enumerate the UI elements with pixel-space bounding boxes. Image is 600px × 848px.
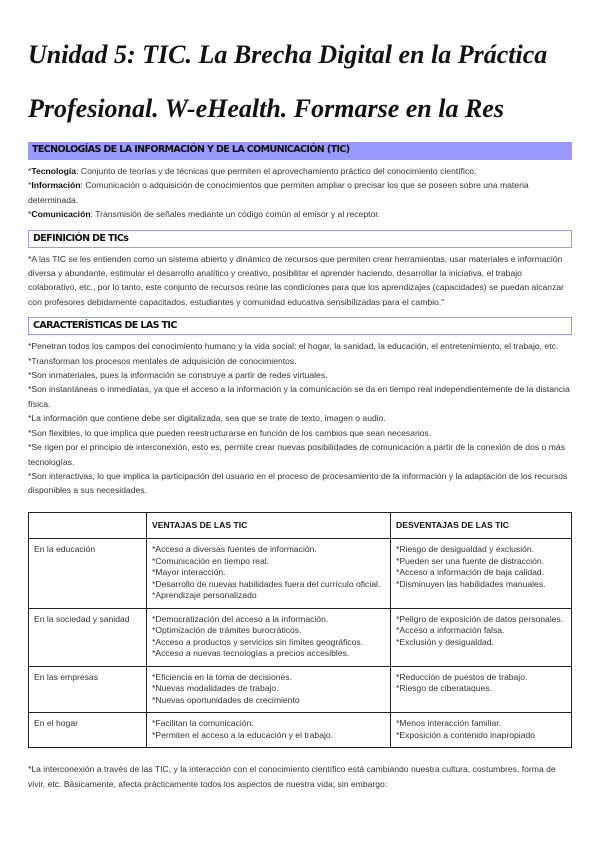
row-label: En la sociedad y sanidad — [29, 608, 147, 666]
cell-item: *Aprendizaje personalizado — [152, 590, 257, 601]
definition-comunicacion: *Comunicación: Transmisión de señales mediante un código común al emisor y al receptor. — [28, 209, 381, 220]
cell-item: *Acceso a productos y servicios sin límites geográficos. — [152, 636, 364, 647]
row-label: En las empresas — [29, 666, 147, 713]
cell-item: *Acceso a diversas fuentes de información. — [152, 544, 317, 555]
cell-item: *Acceso a información de baja calidad. — [396, 567, 545, 578]
definition-informacion: *Información: Comunicación o adquisición de conocimientos que permiten ampliar o precisar los que se poseen sobre una materia determinada. — [28, 180, 529, 205]
cell-item: *Permiten el acceso a la educación y el trabajo. — [152, 729, 334, 740]
table-header-desventajas: DESVENTAJAS DE LAS TIC — [391, 512, 572, 539]
table-header-empty — [29, 512, 147, 539]
cell-item: *Pueden ser una fuente de distracción. — [396, 555, 545, 566]
ventajas-desventajas-table — [28, 512, 572, 749]
caracteristica-item: *Son flexibles, lo que implica que pueden reestructurarse en función de los cambios que sean necesarios. — [28, 427, 432, 438]
cell-item: *Acceso a nuevas tecnologías a precios accesibles. — [152, 648, 350, 659]
table-header-ventajas: VENTAJAS DE LAS TIC — [147, 512, 391, 539]
desventajas-cell — [391, 608, 572, 666]
caracteristica-item: *Penetran todos los campos del conocimiento humano y la vida social: el hogar, la sanidad, la educación, el entretenimiento, el trabajo, etc. — [28, 341, 559, 352]
section-heading-caracteristicas: CARACTERÍSTICAS DE LAS TIC — [28, 317, 572, 335]
caracteristica-item: *Transforman los procesos mentales de adquisición de conocimientos. — [28, 355, 297, 366]
caracteristica-item: *Son inmateriales, pues la información se construye a partir de redes virtuales. — [28, 370, 328, 381]
row-label: En la educación — [29, 539, 147, 609]
definicion-text: *A las TIC se les entienden como un sistema abierto y dinámico de recursos que permiten crear herramientas, usar materiales e información diversa y abundante, estimular el desarrollo analítico y creativo, posibilitar el aprender haciendo, desarrollar la iniciativa, el trabajo colaborativo, etc., por lo tanto, este conjunto de recursos reúne las condiciones para que los aprendizajes (capacidades) se puedan alcanzar con profesores debidamente capacitados, estudiantes y comunidad educativa sensibilizadas para el cambio." — [28, 253, 565, 307]
ventajas-cell — [147, 666, 391, 713]
definition-tecnologia: *Tecnología: Conjunto de teorías y de técnicas que permiten el aprovechamiento práctico del conocimiento científico. — [28, 166, 477, 176]
desventajas-cell — [391, 666, 572, 713]
definitions-list — [28, 164, 572, 222]
ventajas-cell — [147, 713, 391, 748]
ventajas-cell — [147, 608, 391, 666]
table-row — [29, 713, 572, 748]
cell-item: *Menos interacción familiar. — [396, 718, 502, 729]
caracteristica-item: *Son interactivas, lo que implica la participación del usuario en el proceso de procesamiento de la información y la adaptación de los recursos disponibles a sus necesidades. — [28, 470, 568, 496]
table-row — [29, 539, 572, 609]
cell-item: *Exposición a contenido inapropiado — [396, 729, 536, 740]
section-heading-definicion: DEFINICIÓN DE TICs — [28, 230, 572, 248]
page-title-line-2: Profesional. W-eHealth. Formarse en la Res — [28, 94, 504, 123]
cell-item: *Democratización del acceso a la información. — [152, 613, 329, 624]
table-row — [29, 666, 572, 713]
cell-item: *Facilitan la comunicación. — [152, 718, 254, 729]
cell-item: *Comunicación en tiempo real. — [152, 555, 270, 566]
cell-item: *Optimización de trámites burocráticos. — [152, 625, 302, 636]
cell-item: *Riesgo de ciberataques. — [396, 683, 493, 694]
cell-item: *Reducción de puestos de trabajo. — [396, 671, 528, 682]
desventajas-cell — [391, 713, 572, 748]
section-heading-tic: TECNOLOGÍAS DE LA INFORMACIÓN Y DE LA COMUNICACIÓN (TIC) — [28, 142, 572, 160]
caracteristica-item: *La información que contiene debe ser digitalizada, sea que se trate de texto, imagen o audio. — [28, 413, 386, 424]
cell-item: *Riesgo de desigualdad y exclusión. — [396, 544, 535, 555]
caracteristicas-list — [28, 339, 572, 497]
cell-item: *Acceso a información falsa. — [396, 625, 505, 636]
cell-item: *Nuevas oportunidades de crecimiento — [152, 694, 300, 705]
cell-item: *Nuevas modalidades de trabajo. — [152, 683, 279, 694]
cell-item: *Disminuyen las habilidades manuales. — [396, 578, 546, 589]
caracteristica-item: *Son instantáneas o inmediatas, ya que el acceso a la información y la comunicación se da en tiempo real independientemente de la distancia física. — [28, 384, 570, 409]
ventajas-cell — [147, 539, 391, 609]
page-title-line-1: Unidad 5: TIC. La Brecha Digital en la Práctica — [28, 40, 548, 69]
footer-paragraph: *La interconexión a través de las TIC, y la interacción con el conocimiento científico está cambiando nuestra cultura, costumbres, forma de vivir, etc. Básicamente, afecta prácticamente todos los aspectos de nuestra vida; sin embargo: — [28, 764, 556, 789]
table-row — [29, 608, 572, 666]
cell-item: *Peligro de exposición de datos personales. — [396, 613, 564, 624]
desventajas-cell — [391, 539, 572, 609]
caracteristica-item: *Se rigen por el principio de interconexión, esto es, permite crear nuevas posibilidades de comunicación a partir de la conexión de dos o más tecnologías. — [28, 442, 565, 467]
row-label: En el hogar — [29, 713, 147, 748]
cell-item: *Eficiencia en la toma de decisiones. — [152, 671, 292, 682]
cell-item: *Desarrollo de nuevas habilidades fuera del currículo oficial. — [152, 578, 381, 589]
cell-item: *Mayor interacción. — [152, 567, 226, 578]
cell-item: *Exclusión y desigualdad. — [396, 636, 494, 647]
